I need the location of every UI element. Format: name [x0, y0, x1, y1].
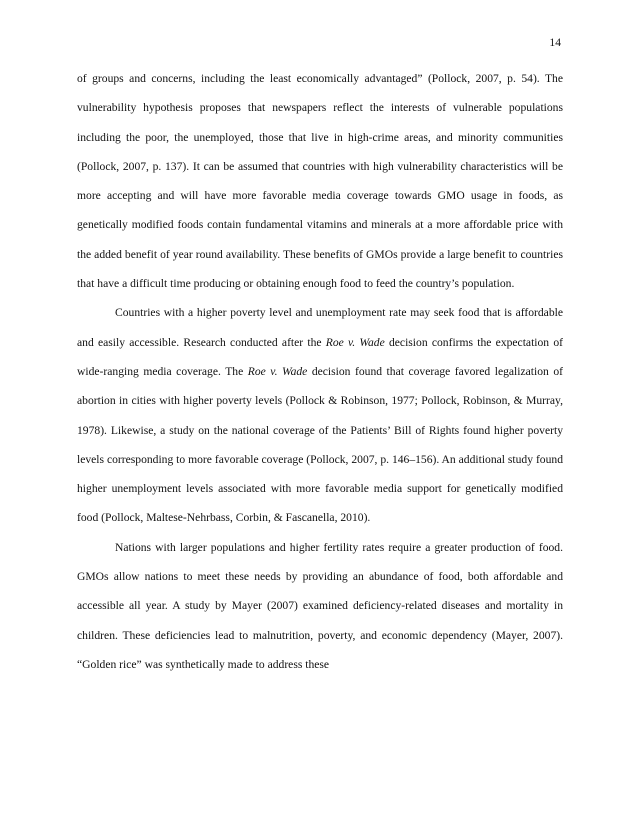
text-segment: decision confirms the expectation of wide-ranging media coverage. The [77, 335, 563, 378]
paragraph-2 [77, 298, 563, 532]
page-number: 14 [549, 36, 561, 49]
paragraph-3 [77, 533, 563, 679]
case-name-italic: Roe v. Wade [247, 364, 308, 378]
text-segment: of groups and concerns, including the least economically advantaged” (Pollock, 2007, p. 54). The vulnerability hypothesis proposes that newspapers reflect the interests of vulnerable populations including the poor, the unemployed, those that live in high-crime areas, and minority communities (Pollock, 2007, p. 137). It can be assumed that countries with high vulnerability characteristics will be more accepting and will have more favorable media coverage towards GMO usage in foods, as genetically modified foods contain fundamental vitamins and minerals at a more affordable price with the added benefit of year round availability. These benefits of GMOs provide a large benefit to countries that have a difficult time producing or obtaining enough food to feed the country’s population. [77, 72, 563, 291]
body-text [77, 64, 563, 679]
text-segment: Countries with a higher poverty level and unemployment rate may seek food that is affordable and easily accessible. Research conducted after the [77, 306, 563, 349]
case-name-italic: Roe v. Wade [325, 335, 385, 349]
text-segment: Nations with larger populations and higher fertility rates require a greater production of food. GMOs allow nations to meet these needs by providing an abundance of food, both affordable and accessible all year. A study by Mayer (2007) examined deficiency-related diseases and mortality in children. These deficiencies lead to malnutrition, poverty, and economic dependency (Mayer, 2007). “Golden rice” was synthetically made to address these [77, 540, 563, 671]
paragraph-1 [77, 64, 563, 298]
text-segment: decision found that coverage favored legalization of abortion in cities with higher poverty levels (Pollock & Robinson, 1977; Pollock, Robinson, & Murray, 1978). Likewise, a study on the national coverage of the Patients’ Bill of Rights found higher poverty levels corresponding to more favorable coverage (Pollock, 2007, p. 146–156). An additional study found higher unemployment levels associated with more favorable media support for genetically modified food (Pollock, Maltese-Nehrbass, Corbin, & Fascanella, 2010). [77, 364, 563, 525]
